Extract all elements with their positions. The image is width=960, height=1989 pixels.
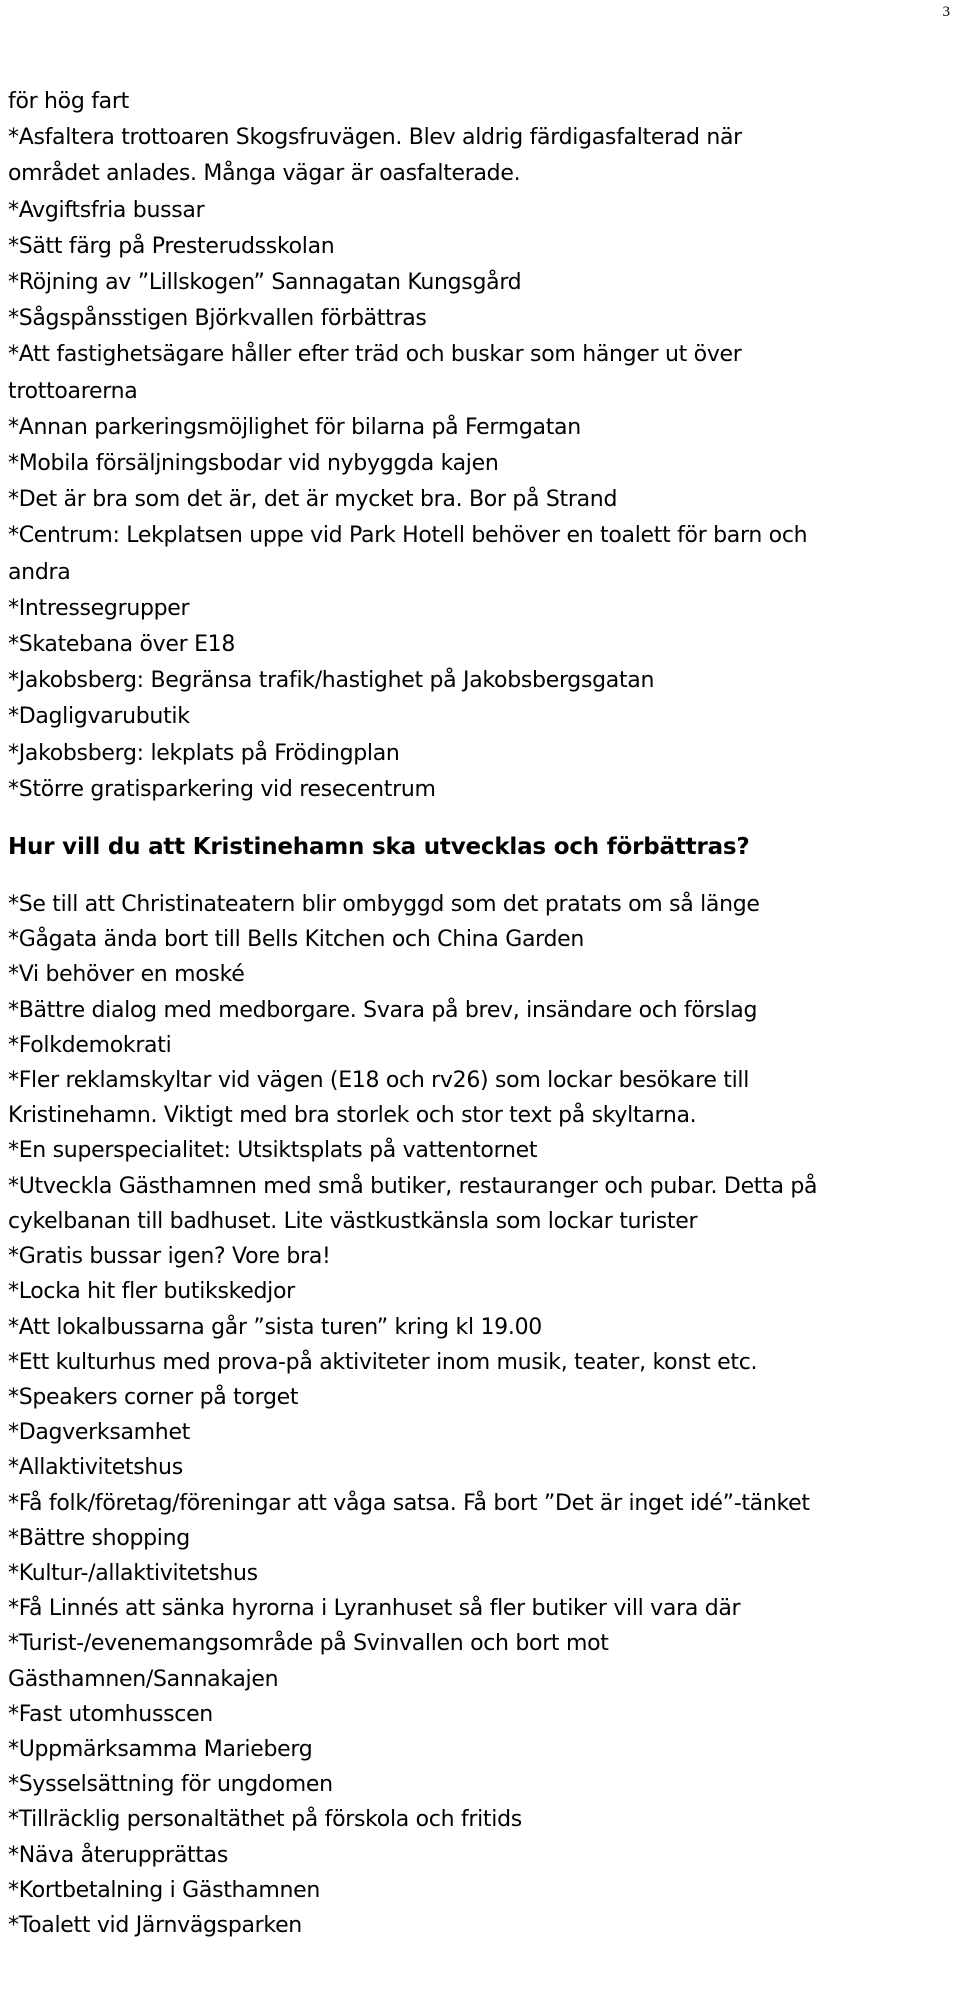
text-line: *Röjning av ”Lillskogen” Sannagatan Kungsgård	[8, 270, 522, 296]
text-line: *Sätt färg på Presterudsskolan	[8, 233, 335, 259]
text-line: andra	[8, 559, 71, 585]
text-line: Kristinehamn. Viktigt med bra storlek och stor text på skyltarna.	[8, 1103, 697, 1129]
text-line: cykelbanan till badhuset. Lite västkustkänsla som lockar turister	[8, 1208, 698, 1234]
text-line: *Dagligvarubutik	[8, 704, 190, 730]
text-line: *Dagverksamhet	[8, 1420, 191, 1446]
text-line: *Kultur-/allaktivitetshus	[8, 1560, 258, 1586]
text-line: *Skatebana över E18	[8, 632, 236, 658]
text-line: *Allaktivitetshus	[8, 1455, 183, 1481]
text-line: *Bättre shopping	[8, 1525, 190, 1551]
text-line: *Asfaltera trottoaren Skogsfruvägen. Blev aldrig färdigasfalterad när	[8, 125, 742, 151]
text-line: *Folkdemokrati	[8, 1032, 172, 1058]
text-line: *Gratis bussar igen? Vore bra!	[8, 1244, 331, 1270]
text-line: *Bättre dialog med medborgare. Svara på brev, insändare och förslag	[8, 997, 758, 1023]
text-line: *Ett kulturhus med prova-på aktiviteter inom musik, teater, konst etc.	[8, 1349, 758, 1375]
text-line: *Speakers corner på torget	[8, 1384, 299, 1410]
text-line: *Toalett vid Järnvägsparken	[8, 1912, 302, 1938]
text-line: *Gågata ända bort till Bells Kitchen och China Garden	[8, 927, 585, 953]
text-line: *Locka hit fler butikskedjor	[8, 1279, 295, 1305]
text-line: området anlades. Många vägar är oasfalterade.	[8, 161, 521, 187]
section-heading: Hur vill du att Kristinehamn ska utvecklas och förbättras?	[8, 834, 750, 861]
text-line: *Jakobsberg: Begränsa trafik/hastighet på Jakobsbergsgatan	[8, 668, 655, 694]
text-line: *Det är bra som det är, det är mycket bra. Bor på Strand	[8, 487, 618, 513]
text-line: *Annan parkeringsmöjlighet för bilarna på Fermgatan	[8, 414, 581, 440]
suggestion-list-section-1	[8, 84, 948, 808]
text-line: *Se till att Christinateatern blir ombyggd som det pratats om så länge	[8, 892, 760, 918]
text-line: *Intressegrupper	[8, 595, 190, 621]
text-line: *Fast utomhusscen	[8, 1701, 213, 1727]
text-line: *Större gratisparkering vid resecentrum	[8, 776, 436, 802]
text-line: *Få Linnés att sänka hyrorna i Lyranhuset så fler butiker vill vara där	[8, 1596, 741, 1622]
text-line: *Kortbetalning i Gästhamnen	[8, 1877, 321, 1903]
text-line: *Att lokalbussarna går ”sista turen” kring kl 19.00	[8, 1314, 542, 1340]
text-line: *Näva återupprättas	[8, 1842, 229, 1868]
text-line: *Sysselsättning för ungdomen	[8, 1772, 333, 1798]
text-line: för hög fart	[8, 89, 129, 114]
page-number: 3	[942, 4, 950, 20]
text-line: *Centrum: Lekplatsen uppe vid Park Hotell behöver en toalett för barn och	[8, 523, 808, 549]
text-line: *Avgiftsfria bussar	[8, 197, 205, 223]
text-line: *Turist-/evenemangsområde på Svinvallen och bort mot	[8, 1631, 609, 1657]
text-line: *Mobila försäljningsbodar vid nybyggda kajen	[8, 451, 499, 477]
text-line: *Sågspånsstigen Björkvallen förbättras	[8, 306, 427, 332]
text-line: Gästhamnen/Sannakajen	[8, 1666, 279, 1692]
text-line: *Tillräcklig personaltäthet på förskola och fritids	[8, 1807, 522, 1833]
suggestion-list-section-2	[8, 887, 948, 1943]
document-body	[8, 84, 948, 1943]
text-line: *Få folk/företag/föreningar att våga satsa. Få bort ”Det är inget idé”-tänket	[8, 1490, 810, 1516]
text-line: *Uppmärksamma Marieberg	[8, 1736, 313, 1762]
text-line: *Jakobsberg: lekplats på Frödingplan	[8, 740, 400, 766]
text-line: *Utveckla Gästhamnen med små butiker, restauranger och pubar. Detta på	[8, 1173, 818, 1199]
text-line: *Vi behöver en moské	[8, 962, 245, 988]
text-line: *Att fastighetsägare håller efter träd och buskar som hänger ut över	[8, 342, 742, 368]
text-line: trottoarerna	[8, 378, 138, 404]
text-line: *En superspecialitet: Utsiktsplats på vattentornet	[8, 1138, 538, 1164]
text-line: *Fler reklamskyltar vid vägen (E18 och rv26) som lockar besökare till	[8, 1068, 750, 1094]
